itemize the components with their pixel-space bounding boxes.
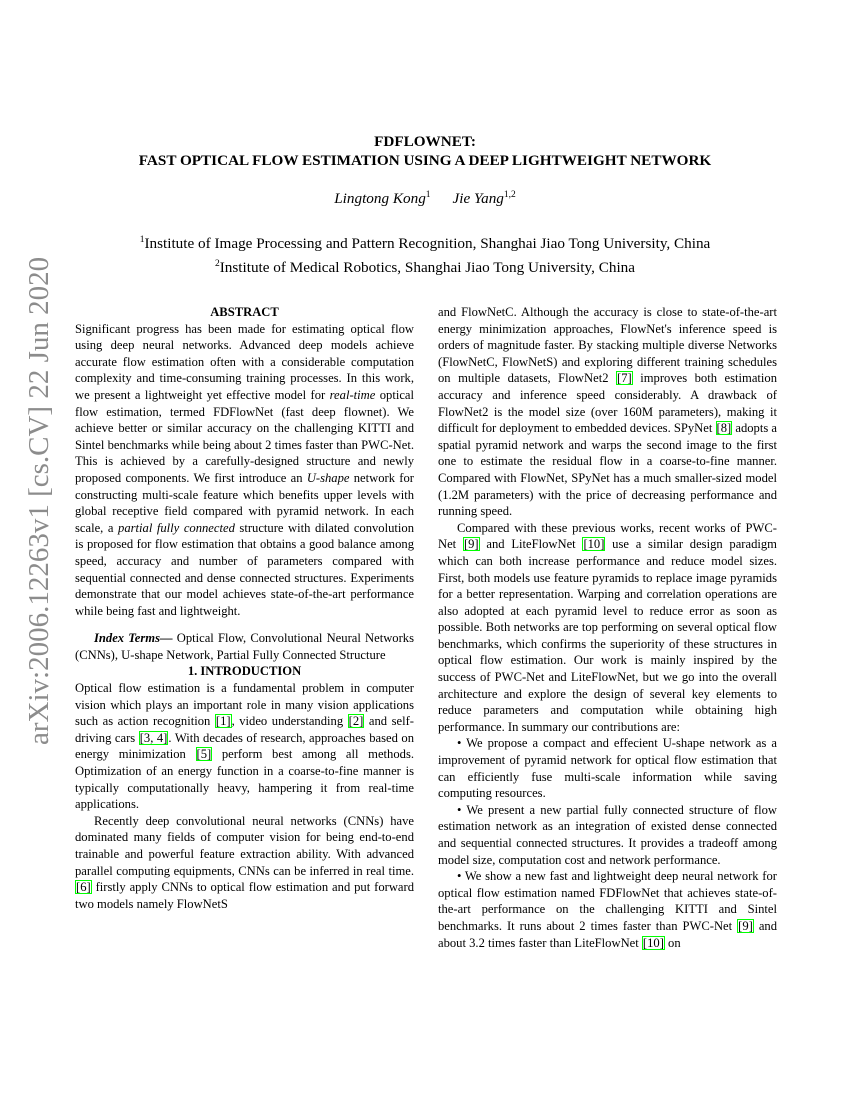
title-line-1: FDFLOWNET:	[374, 133, 476, 150]
author-name: Lingtong Kong	[334, 190, 426, 208]
affil-text: Institute of Image Processing and Pattern Recognition, Shanghai Jiao Tong University, China	[144, 235, 711, 253]
citation-link[interactable]: [10]	[583, 537, 605, 552]
author-list	[0, 190, 850, 208]
citation-link[interactable]: [10]	[642, 935, 664, 950]
citation-link[interactable]: [8]	[716, 421, 732, 436]
affiliation-1	[0, 230, 850, 254]
author-affil-mark: 1	[425, 190, 431, 200]
affil-mark: 1	[139, 235, 145, 245]
citation-link[interactable]: [7]	[617, 371, 632, 386]
left-column	[75, 304, 414, 912]
intro-paragraph-2: Recently deep convolutional neural networks (CNNs) have dominated many fields of computer vision for being end-to-end trainable and powerful feature extraction ability. With advanced parallel computing equipments, CNNs can be inferred in real time. [6] firstly apply CNNs to optical flow estimation and put forward two models namely FlowNetS	[75, 813, 414, 911]
intro-heading: 1. INTRODUCTION	[187, 664, 302, 679]
title-line-2: FAST OPTICAL FLOW ESTIMATION USING A DEEP LIGHTWEIGHT NETWORK	[138, 152, 712, 169]
contribution-bullet-1: • We propose a compact and effecient U-shape network as a improvement of pyramid network for optical flow estimation that can efficiently fuse multi-scale information while saving computing resources.	[438, 736, 777, 801]
index-terms: Index Terms— Optical Flow, Convolutional Neural Networks (CNNs), U-shape Network, Partial Fully Connected Structure	[75, 631, 414, 662]
contribution-bullet-3: • We show a new fast and lightweight deep neural network for optical flow estimation named FDFlowNet that achieves state-of-the-art performance on the challenging KITTI and Sintel benchmarks. It runs about 2 times faster than PWC-Net [9] and about 3.2 times faster than LiteFlowNet [10] on	[438, 869, 777, 950]
index-terms-label: Index Terms—	[94, 631, 173, 646]
citation-link[interactable]: [5]	[196, 747, 212, 762]
citation-link[interactable]: [3, 4]	[139, 730, 168, 745]
author-name: Jie Yang	[452, 190, 504, 208]
intro-paragraph-1: Optical flow estimation is a fundamental problem in computer vision which plays an important role in many vision applications such as action recognition [1], video understanding [2] and self-driving cars [3, 4]. With decades of research, approaches based on energy minimization [5] perform best among all methods. Optimization of an energy function in a coarse-to-fine manner is typically computationally heavy, hampering it from real-time applications.	[75, 681, 415, 812]
affil-mark: 2	[214, 259, 220, 270]
intro-paragraph-3: Compared with these previous works, recent works of PWC-Net [9] and LiteFlowNet [10] use a similar design paradigm which can both increase performance and reduce model sizes. First, both models use feature pyramids to replace image pyramids for a better representation. Warping and correlation operations are also adopted at each pyramid level to reduce error as soon as possible. Both networks are top performing on several optical flow benchmarks, which confirms the superiority of these structures in optical flow estimation. Our work is mainly inspired by the success of PWC-Net and LiteFlowNet, but we go into the overall architecture and explore the design of several key elements to reduce parameters and computation while obtaining high performance. In summary our contributions are:	[438, 520, 777, 734]
intro-paragraph-2-cont: and FlowNetC. Although the accuracy is close to state-of-the-art energy minimization approaches, FlowNet's inference speed is orders of magnitude faster. By stacking multiple diverse Networks (FlowNetC, FlowNetS) and exploring different training schedules on multiple datasets, FlowNet2 [7] improves both estimation accuracy and inference speed considerably. A drawback of FlowNet2 is the model size (over 160M parameters), making it difficult for deployment to embedded devices. SPyNet [8] adopts a spatial pyramid network and warps the second image to the first one to estimate the residual flow in a coarse-to-fine manner. Compared with FlowNet, SPyNet has a much smaller-sized model (1.2M parameters) with the price of decreasing performance and running speed.	[438, 305, 777, 519]
paper-title	[0, 132, 850, 170]
affiliation-2	[0, 254, 850, 278]
citation-link[interactable]: [2]	[348, 714, 364, 729]
citation-link[interactable]: [9]	[738, 918, 753, 933]
affiliations	[0, 230, 850, 278]
citation-link[interactable]: [1]	[215, 714, 231, 729]
affil-text: Institute of Medical Robotics, Shanghai Jiao Tong University, China	[219, 259, 636, 277]
arxiv-watermark: arXiv:2006.12263v1 [cs.CV] 22 Jun 2020	[23, 256, 55, 745]
right-column	[438, 304, 777, 951]
abstract-text: Significant progress has been made for estimating optical flow using deep neural networks. Advanced deep models achieve accurate flow estimation often with a considerable computation complexity and time-consuming training processes. In this work, we present a lightweight yet effective model for real-time optical flow estimation, termed FDFlowNet (fast deep flownet). We achieve better or similar accuracy on the challenging KITTI and Sintel benchmarks while being about 2 times faster than PWC-Net. This is achieved by a carefully-designed structure and newly proposed components. We first introduce an U-shape network for constructing multi-scale feature which benefits upper levels with global receptive field compared with pyramid network. In each scale, a partial fully connected structure with dilated convolution is proposed for flow estimation that obtains a good balance among speed, accuracy and number of parameters compared with sequential connected and dense connected structures. Experiments demonstrate that our model achieves state-of-the-art performance while being fast and lightweight.	[75, 321, 415, 618]
citation-link[interactable]: [9]	[463, 537, 479, 552]
abstract-heading: ABSTRACT	[210, 305, 279, 319]
contribution-bullet-2: • We present a new partial fully connected structure of flow estimation network as an integration of existed dense connected and sequential connected structures. It provides a tradeoff among model size, computation cost and network performance.	[438, 802, 777, 867]
citation-link[interactable]: [6]	[76, 880, 91, 895]
author-affil-mark: 1,2	[503, 190, 516, 200]
